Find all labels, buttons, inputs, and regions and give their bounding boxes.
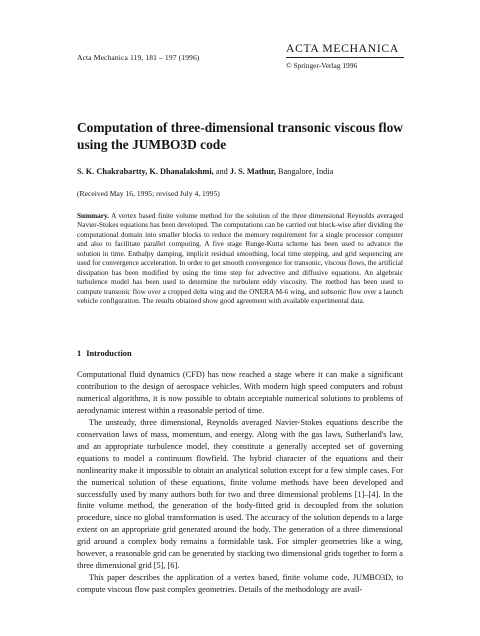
- section-heading: [77, 349, 132, 358]
- section-title: Introduction: [86, 349, 132, 358]
- author-name: K. Dhanalakshmi,: [149, 167, 214, 176]
- article-title: Computation of three-dimensional transonic viscous flow using the JUMBO3D code: [77, 120, 403, 152]
- journal-reference: Acta Mechanica 119, 181 – 197 (1996): [77, 53, 200, 62]
- copyright-notice: © Springer-Verlag 1996: [286, 61, 358, 70]
- body-paragraph: This paper describes the application of a vertex based, finite volume code, JUMBO3D, to compute viscous flow past complex geometries. Details of the methodology are avail-: [77, 573, 403, 595]
- section-number: 1: [77, 349, 82, 358]
- section-body: [77, 369, 403, 596]
- body-paragraph: Computational fluid dynamics (CFD) has now reached a stage where it can make a significant contribution to the design of aerospace vehicles. With modern high speed computers and robust numerical algorithms, it is now possible to obtain acceptable numerical solutions to problems of aerodynamic interest within a reasonable period of time.: [77, 370, 403, 415]
- abstract-text: A vertex based finite volume method for the solution of the three dimensional Reynolds averaged Navier-Stokes equations has been developed. The computations can be carried out block-wise after dividing the computational domain into smaller blocks to reduce the memory requirement for a single processor computer and also to facilitate parallel computing. A five stage Runge-Kutta scheme has been used to advance the solution in time. Enthalpy damping, implicit residual smoothing, local time stepping, and grid sequencing are used for convergence acceleration. In order to get smooth convergence for transonic, viscous flows, the artificial dissipation has been modified by using the time step for advective and diffusive equations. An algebraic turbulence model has been used to determine the turbulent eddy viscosity. The method has been used to compute transonic flow over a cropped delta wing and the ONERA M-6 wing, and subsonic flow over a launch vehicle configuration. The results obtained show good agreement with available experimental data.: [77, 212, 403, 306]
- abstract: [77, 212, 403, 307]
- author-conjunction: and: [215, 167, 228, 176]
- journal-name: ACTA MECHANICA: [286, 42, 404, 58]
- received-dates: (Received May 16, 1995; revised July 4, 1995): [77, 189, 220, 198]
- body-paragraph: The unsteady, three dimensional, Reynolds averaged Navier-Stokes equations describe the conservation laws of mass, momentum, and energy. Along with the gas laws, Sutherland's law, and an appropriate turbulence model, they constitute a generally accepted set of governing equations to model a continuum flowfield. The hybrid character of the equations and their nonlinearity make it impossible to obtain an analytical solution except for a few simple cases. For the numerical solution of these equations, finite volume methods have been developed and successfully used by many authors both for two and three dimensional problems [1]–[4]. In the finite volume method, the generation of the body-fitted grid is decoupled from the solution procedure, since no global transformation is used. The accuracy of the solution depends to a large extent on an appropriate grid generated around the body. The generation of a three dimensional grid around a complex body remains a formidable task. For simpler geometries like a wing, however, a reasonable grid can be generated by stacking two dimensional grids together to form a three dimensional grid [5], [6].: [77, 417, 403, 571]
- abstract-label: Summary.: [77, 212, 110, 220]
- affiliation: Bangalore, India: [277, 167, 334, 176]
- author-name: S. K. Chakrabartty,: [77, 167, 148, 176]
- author-name: J. S. Mathur,: [229, 167, 276, 176]
- author-line: [77, 167, 422, 176]
- journal-masthead: [286, 42, 404, 70]
